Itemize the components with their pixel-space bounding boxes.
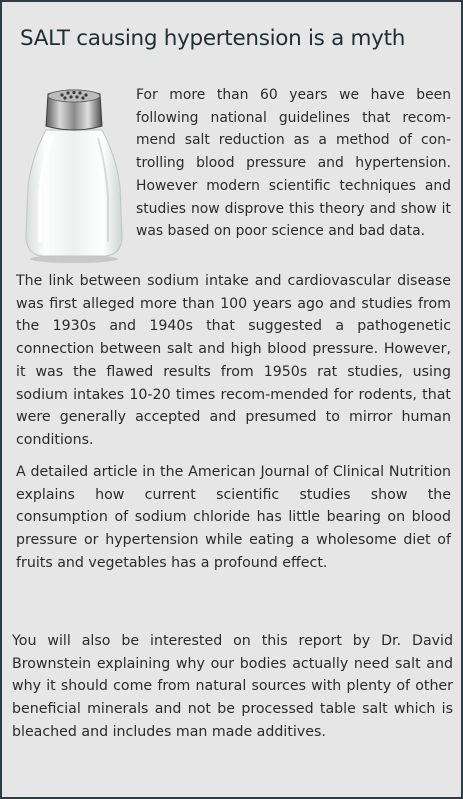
journal-paragraph: A detailed article in the American Journal of Clinical Nutrition explains how current scientific studies show the consumption of sodium chloride has little bearing on blood pressure or hypertension while eating a wholesome diet of fruits and vegetables has a profound effect. bbox=[16, 464, 451, 571]
article-title: SALT causing hypertension is a myth bbox=[20, 26, 406, 51]
history-paragraph: The link between sodium intake and cardiovascular disease was first alleged more than 100 years ago and studies from the 1930s and 1940s that suggested a pathogenetic connection between salt and high blood pressure. However, it was the flawed results from 1950s rat studies, using sodium intakes 10-20 times recom-mended for rodents, that were generally accepted and presumed to mirror human conditions. bbox=[16, 273, 451, 448]
intro-paragraph: For more than 60 years we have been following national guidelines that recom-mend salt reduction as a method of con-trolling blood pressure and hypertension. However modern scientific techniques and studies now disprove this theory and show it was based on poor science and bad data. bbox=[136, 87, 451, 240]
report-paragraph: You will also be interested on this report by Dr. David Brownstein explaining why our bodies actually need salt and why it should come from natural sources with plenty of other beneficial minerals and not be processed table salt which is bleached and includes man made additives. bbox=[12, 633, 453, 740]
salt-shaker-icon bbox=[22, 86, 126, 264]
